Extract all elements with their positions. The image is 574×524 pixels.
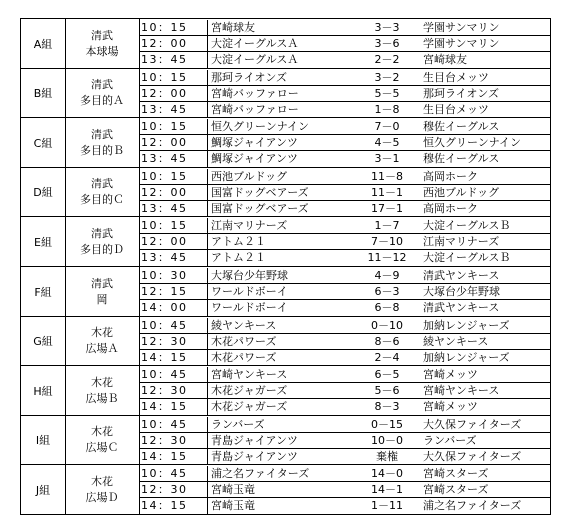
away-team: 学園サンマリン [423,37,500,50]
game-score: 11－8 [371,170,403,183]
game-row [139,218,550,234]
venue-line: 清武 [91,78,113,91]
game-row [139,20,550,36]
game-score: 14－0 [371,467,403,480]
away-team: 恒久グリーンナイン [423,136,522,149]
group-block [21,217,550,267]
game-score: 7－0 [374,120,400,133]
game-time: 12：30 [141,334,208,350]
away-team: 穆佐イーグルス [423,120,500,133]
group-label: A組 [21,19,66,68]
game-time: 12：00 [141,234,208,250]
group-block [21,267,550,317]
game-score: 5－6 [374,384,400,397]
away-team: 生目台メッツ [423,71,489,84]
game-time: 10：15 [141,169,208,185]
venue-line: 木花 [91,474,113,488]
home-team: 木花ジャガーズ [211,400,288,413]
home-team: 恒久グリーンナイン [211,120,310,133]
game-row [139,250,550,266]
venue-cell [65,69,140,117]
home-team: 那珂ライオンズ [211,71,288,84]
game-row [139,466,550,482]
home-team: 木花パワーズ [211,351,277,364]
away-team: 宮崎メッツ [423,368,478,381]
game-score: 4－9 [374,269,400,282]
venue-cell [65,168,140,216]
game-time: 12：30 [141,433,208,449]
group-label: B組 [21,69,66,117]
game-score: 10－0 [371,434,403,447]
game-time: 12：00 [141,185,208,201]
game-time: 12：30 [141,482,208,498]
game-row [139,70,550,86]
venue-line: 多目的Ａ [80,94,124,107]
group-label: E組 [21,217,66,266]
away-team: 清武ヤンキース [423,301,500,314]
game-time: 10：15 [141,20,208,36]
away-team: 穆佐イーグルス [423,152,500,165]
home-team: ランバーズ [211,418,265,431]
game-score: 3－1 [374,152,400,165]
venue-line: 広場Ｃ [85,441,119,454]
game-score: 3－3 [374,21,400,34]
home-team: 浦之名ファイターズ [211,467,310,480]
game-row [139,284,550,300]
game-score: 7－10 [371,235,403,248]
game-score: 0－10 [371,319,403,332]
home-team: 江南マリナーズ [211,219,288,232]
game-score: 1－11 [371,499,403,512]
game-score: 2－2 [374,53,400,66]
game-row [139,367,550,383]
game-row [139,417,550,433]
away-team: 高岡ホーク [423,170,478,183]
game-row [139,318,550,334]
venue-line: 木花 [91,425,113,438]
game-row [139,383,550,399]
game-row [139,36,550,52]
game-time: 13：45 [141,201,208,217]
home-team: 大淀イーグルスＡ [211,37,299,50]
game-row [139,185,550,201]
venue-line: 清武 [91,226,113,240]
venue-cell [65,19,140,68]
game-row [139,119,550,135]
game-row [139,482,550,498]
venue-line: 多目的Ｄ [80,242,124,256]
venue-cell [65,118,140,167]
away-team: 綾ヤンキース [423,335,489,348]
away-team: 大淀イーグルスＢ [423,251,511,264]
game-score: 6－3 [374,285,400,298]
game-score: 1－7 [374,219,400,232]
away-team: 学園サンマリン [423,21,500,34]
game-row [139,135,550,151]
home-team: アトム２１ [211,235,266,248]
away-team: 大淀イーグルスＢ [423,219,511,232]
home-team: 国富ドッグベアーズ [211,186,309,199]
home-team: 宮崎バッファロー [211,87,299,100]
away-team: 浦之名ファイターズ [423,499,522,512]
venue-line: 本球場 [85,44,119,58]
venue-cell [65,465,140,514]
group-label: I組 [21,416,66,464]
away-team: 清武ヤンキース [423,269,500,282]
game-time: 10：15 [141,70,208,86]
group-label: G組 [21,317,66,365]
game-score: 6－5 [374,368,400,381]
home-team: 宮崎玉竜 [211,483,255,496]
away-team: 大久保ファイターズ [423,418,522,431]
away-team: 宮崎球友 [423,53,467,66]
home-team: アトム２１ [211,251,266,264]
game-score: 1－8 [374,103,400,116]
game-score: 3－6 [374,37,400,50]
game-time: 14：15 [141,498,208,514]
home-team: 宮崎ヤンキース [211,368,288,381]
venue-line: 多目的Ｂ [80,143,124,157]
venue-line: 清武 [91,127,113,141]
home-team: 鯛塚ジャイアンツ [211,136,299,149]
game-time: 13：45 [141,102,208,118]
away-team: 大塚台少年野球 [423,285,500,298]
home-team: 鯛塚ジャイアンツ [211,152,299,165]
venue-line: 木花 [91,326,113,339]
away-team: 宮崎スターズ [423,483,489,496]
game-row [139,201,550,217]
venue-line: 岡 [96,292,108,306]
away-team: 宮崎スターズ [423,467,489,480]
game-score: 0－15 [371,418,403,431]
game-time: 13：45 [141,52,208,68]
home-team: 国富ドッグベアーズ [211,202,309,215]
game-row [139,498,550,514]
group-label: H組 [21,366,66,415]
away-team: 西池ブルドッグ [423,186,500,199]
game-time: 13：45 [141,250,208,266]
game-time: 12：00 [141,135,208,151]
game-row [139,399,550,415]
away-team: 江南マリナーズ [423,235,500,248]
venue-line: 広場Ａ [85,342,119,355]
group-label: D組 [21,168,66,216]
group-block [21,69,550,118]
game-row [139,52,550,68]
game-row [139,334,550,350]
away-team: 加納レンジャーズ [423,319,510,332]
game-row [139,268,550,284]
game-score: 11－1 [371,186,403,199]
game-row [139,300,550,316]
game-time: 10：30 [141,268,208,284]
home-team: 木花パワーズ [211,335,277,348]
away-team: 生目台メッツ [423,103,489,116]
group-label: J組 [21,465,66,514]
game-row [139,433,550,449]
home-team: 木花ジャガーズ [211,384,288,397]
game-time: 14：00 [141,300,208,316]
game-time: 10：45 [141,417,208,433]
venue-line: 清武 [91,28,113,42]
game-row [139,102,550,118]
game-row [139,234,550,250]
away-team: 高岡ホーク [423,202,478,215]
venue-line: 広場Ｂ [85,391,119,405]
venue-line: 多目的Ｃ [80,193,124,206]
game-time: 10：45 [141,367,208,383]
game-time: 10：45 [141,318,208,334]
home-team: 宮崎球友 [211,21,255,34]
home-team: 綾ヤンキース [211,319,277,332]
game-time: 14：15 [141,449,208,465]
game-score: 4－5 [374,136,400,149]
game-score: 5－5 [374,87,400,100]
group-label: F組 [21,267,66,316]
home-team: ワールドボーイ [211,285,288,298]
group-block [21,19,550,69]
home-team: 大淀イーグルスＡ [211,53,299,66]
game-row [139,86,550,102]
game-score: 11－12 [367,251,407,264]
game-score: 8－6 [374,335,400,348]
game-score: 6－8 [374,301,400,314]
game-time: 13：45 [141,151,208,167]
game-time: 10：15 [141,119,208,135]
home-team: 西池ブルドッグ [211,170,288,183]
venue-line: 清武 [91,177,113,190]
game-time: 10：15 [141,218,208,234]
home-team: 青島ジャイアンツ [211,450,299,463]
venue-cell [65,416,140,464]
home-team: 宮崎玉竜 [211,499,255,512]
venue-cell [65,267,140,316]
venue-line: 広場Ｄ [85,490,119,504]
venue-cell [65,366,140,415]
venue-line: 木花 [91,375,113,389]
group-block [21,465,550,514]
game-row [139,169,550,185]
game-score: 14－1 [371,483,403,496]
schedule-table [20,18,551,515]
game-time: 14：15 [141,399,208,415]
home-team: 青島ジャイアンツ [211,434,299,447]
group-block [21,366,550,416]
venue-cell [65,217,140,266]
home-team: 宮崎バッファロー [211,103,299,116]
game-time: 12：15 [141,284,208,300]
away-team: 宮崎メッツ [423,400,478,413]
away-team: 宮崎ヤンキース [423,384,500,397]
game-row [139,449,550,465]
group-block [21,317,550,366]
home-team: ワールドボーイ [211,301,288,314]
group-label: C組 [21,118,66,167]
home-team: 大塚台少年野球 [211,269,288,282]
away-team: 大久保ファイターズ [423,450,522,463]
group-block [21,416,550,465]
group-block [21,168,550,217]
game-row [139,151,550,167]
venue-line: 清武 [91,276,113,290]
game-time: 12：30 [141,383,208,399]
game-score: 棄権 [376,450,398,463]
game-score: 17－1 [371,202,403,215]
game-time: 12：00 [141,36,208,52]
game-time: 12：00 [141,86,208,102]
game-score: 8－3 [374,400,400,413]
away-team: 加納レンジャーズ [423,351,510,364]
game-row [139,350,550,366]
group-block [21,118,550,168]
game-score: 3－2 [374,71,400,84]
away-team: 那珂ライオンズ [423,87,500,100]
game-time: 14：15 [141,350,208,366]
away-team: ランバーズ [423,434,477,447]
game-score: 2－4 [374,351,400,364]
venue-cell [65,317,140,365]
game-time: 10：45 [141,466,208,482]
